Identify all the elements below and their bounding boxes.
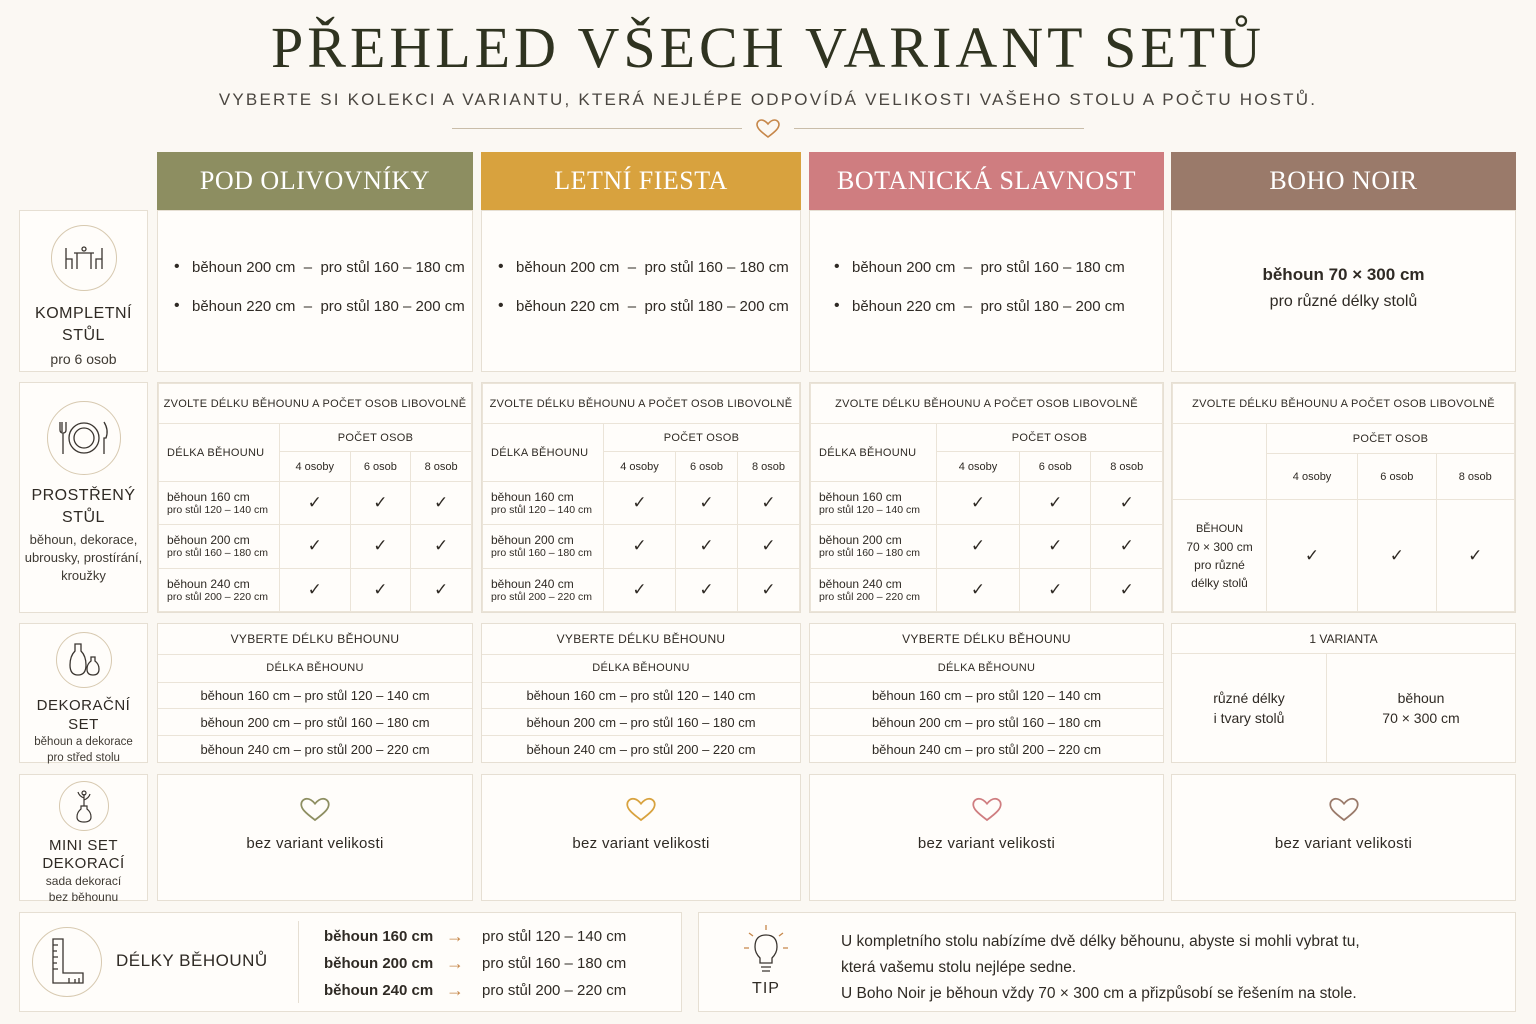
prostreny-grid-fiesta: ZVOLTE DÉLKU BĚHOUNU A POČET OSOB LIBOVOLNĚ DÉLKA BĚHOUNU POČET OSOB 4 osoby 6 osob 8 osob běhoun 160 cm pro stůl 120 – 140 cm ✓ ✓ ✓ běhoun 200 cm pro stůl 160 – 180 cm ✓ ✓ ✓ běhoun 240 cm pro stůl 200 – 220 cm ✓ ✓ ✓ xyxy=(481,382,801,613)
table-row: běhoun 200 cm – pro stůl 160 – 180 cm xyxy=(482,709,800,736)
table-row: běhoun 240 cm – pro stůl 200 – 220 cm xyxy=(871,741,1102,757)
runner-lengths-panel: DÉLKY BĚHOUNŮ běhoun 160 cm → pro stůl 120 – 140 cm běhoun 200 cm → pro stůl 160 – 180 cm běhoun 240 cm → pro stůl 200 – 220 cm xyxy=(19,912,682,1012)
column-header-boho-noir: BOHO NOIR xyxy=(1171,152,1516,210)
mini-cell-olivovniky: bez variant velikosti xyxy=(157,774,473,901)
heart-divider xyxy=(452,118,1084,138)
heart-icon xyxy=(1329,797,1359,823)
list-item: • běhoun 200 cm – pro stůl 160 – 180 cm xyxy=(174,259,472,276)
heart-icon xyxy=(756,119,780,139)
table-row: běhoun 240 cm – pro stůl 200 – 220 cm xyxy=(200,741,430,757)
tip-panel: TIP U kompletního stolu nabízíme dvě délky běhounu, abyste si mohli vybrat tu, která vašemu stolu nejlépe sedne. U Boho Noir je běhoun vždy 70 × 300 cm a přizpůsobí se řešením na stole. xyxy=(698,912,1516,1012)
kompletni-cell-boho: běhoun 70 × 300 cm pro různé délky stolů xyxy=(1171,210,1516,372)
plate-cutlery-icon xyxy=(47,401,121,475)
table-row: běhoun 240 cm pro stůl 200 – 220 cm ✓ ✓ ✓ xyxy=(811,568,1163,611)
table-chairs-icon xyxy=(51,225,117,291)
kompletni-cell-botanicka xyxy=(809,210,1164,372)
table-row: běhoun 160 cm – pro stůl 120 – 140 cm xyxy=(810,682,1163,709)
dekoracni-cell-botanicka: VYBERTE DÉLKU BĚHOUNU DÉLKA BĚHOUNU běhoun 160 cm – pro stůl 120 – 140 cm běhoun 200 cm – pro stůl 160 – 180 cm běhoun 240 cm – pro stůl 200 – 220 cm xyxy=(809,623,1164,763)
table-row: běhoun 200 cm pro stůl 160 – 180 cm ✓ ✓ ✓ xyxy=(811,525,1163,568)
dekoracni-cell-olivovniky: VYBERTE DÉLKU BĚHOUNU DÉLKA BĚHOUNU běhoun 160 cm – pro stůl 120 – 140 cm běhoun 200 cm – pro stůl 160 – 180 cm běhoun 240 cm – pro stůl 200 – 220 cm xyxy=(157,623,473,763)
row-label-kompletni-stul: KOMPLETNÍ STŮL pro 6 osob xyxy=(19,210,148,372)
row-label-prostreny-stul: PROSTŘENÝ STŮL běhoun, dekorace, ubrousky, prostírání, kroužky xyxy=(19,382,148,613)
table-row: běhoun 200 cm pro stůl 160 – 180 cm ✓ ✓ ✓ xyxy=(159,525,472,568)
lightbulb-icon xyxy=(739,923,793,980)
table-row: běhoun 160 cm – pro stůl 120 – 140 cm xyxy=(158,682,472,709)
list-item: • běhoun 200 cm – pro stůl 160 – 180 cm xyxy=(834,259,1163,276)
list-item: běhoun 160 cm → pro stůl 120 – 140 cm xyxy=(324,926,627,946)
table-row: běhoun 240 cm pro stůl 200 – 220 cm ✓ ✓ ✓ xyxy=(483,568,800,611)
kompletni-cell-fiesta xyxy=(481,210,801,372)
vases-icon xyxy=(56,632,112,688)
table-row: běhoun 160 cm pro stůl 120 – 140 cm ✓ ✓ ✓ xyxy=(483,482,800,525)
prostreny-grid-boho: ZVOLTE DÉLKU BĚHOUNU A POČET OSOB LIBOVOLNĚ POČET OSOB 4 osoby 6 osob 8 osob BĚHOUN 70 × 300 cm pro různé délky stolů ✓ ✓ ✓ xyxy=(1171,382,1516,613)
dekoracni-cell-boho: 1 VARIANTA různé délky i tvary stolů běhoun 70 × 300 cm xyxy=(1171,623,1516,763)
row-label-mini-set: MINI SET DEKORACÍ sada dekorací bez běhounu xyxy=(19,774,148,901)
table-row: běhoun 200 cm – pro stůl 160 – 180 cm xyxy=(158,709,472,736)
column-header-pod-olivovniky: POD OLIVOVNÍKY xyxy=(157,152,473,210)
table-row: běhoun 160 cm pro stůl 120 – 140 cm ✓ ✓ ✓ xyxy=(811,482,1163,525)
table-row: BĚHOUN 70 × 300 cm pro různé délky stolů ✓ ✓ ✓ xyxy=(1173,500,1515,612)
dekoracni-cell-fiesta: VYBERTE DÉLKU BĚHOUNU DÉLKA BĚHOUNU běhoun 160 cm – pro stůl 120 – 140 cm běhoun 200 cm – pro stůl 160 – 180 cm běhoun 240 cm – pro stůl 200 – 220 cm xyxy=(481,623,801,763)
list-item: běhoun 200 cm → pro stůl 160 – 180 cm xyxy=(324,953,627,973)
table-row: běhoun 200 cm pro stůl 160 – 180 cm ✓ ✓ ✓ xyxy=(483,525,800,568)
row-label-dekoracni-set: DEKORAČNÍ SET běhoun a dekorace pro střed stolu xyxy=(19,623,148,763)
table-row: běhoun 240 cm pro stůl 200 – 220 cm ✓ ✓ ✓ xyxy=(159,568,472,611)
list-item: • běhoun 220 cm – pro stůl 180 – 200 cm xyxy=(174,298,472,315)
list-item: • běhoun 220 cm – pro stůl 180 – 200 cm xyxy=(834,298,1163,315)
column-header-botanicka-slavnost: BOTANICKÁ SLAVNOST xyxy=(809,152,1164,210)
ruler-icon xyxy=(32,927,102,997)
mini-cell-boho: bez variant velikosti xyxy=(1171,774,1516,901)
heart-icon xyxy=(626,797,656,823)
table-row: běhoun 240 cm – pro stůl 200 – 220 cm xyxy=(526,741,756,757)
list-item: • běhoun 220 cm – pro stůl 180 – 200 cm xyxy=(498,298,800,315)
heart-icon xyxy=(972,797,1002,823)
prostreny-grid-olivovniky: ZVOLTE DÉLKU BĚHOUNU A POČET OSOB LIBOVOLNĚ DÉLKA BĚHOUNU POČET OSOB 4 osoby 6 osob 8 osob běhoun 160 cm pro stůl 120 – 140 cm ✓ ✓ ✓ běhoun 200 cm pro stůl 160 – 180 cm ✓ ✓ ✓ běhoun 240 cm pro stůl 200 – 220 cm ✓ ✓ ✓ xyxy=(157,382,473,613)
table-row: běhoun 160 cm – pro stůl 120 – 140 cm xyxy=(482,682,800,709)
kompletni-cell-olivovniky xyxy=(157,210,473,372)
page-title: PŘEHLED VŠECH VARIANT SETŮ xyxy=(271,15,1265,80)
page-subtitle: VYBERTE SI KOLEKCI A VARIANTU, KTERÁ NEJLÉPE ODPOVÍDÁ VELIKOSTI VAŠEHO STOLU A POČTU HOSTŮ. xyxy=(218,90,1318,109)
list-item: běhoun 240 cm → pro stůl 200 – 220 cm xyxy=(324,980,627,1000)
mini-cell-fiesta: bez variant velikosti xyxy=(481,774,801,901)
list-item: • běhoun 200 cm – pro stůl 160 – 180 cm xyxy=(498,259,800,276)
heart-icon xyxy=(300,797,330,823)
column-header-letni-fiesta: LETNÍ FIESTA xyxy=(481,152,801,210)
vase-flower-icon xyxy=(59,781,109,831)
prostreny-grid-botanicka: ZVOLTE DÉLKU BĚHOUNU A POČET OSOB LIBOVOLNĚ DÉLKA BĚHOUNU POČET OSOB 4 osoby 6 osob 8 osob běhoun 160 cm pro stůl 120 – 140 cm ✓ ✓ ✓ běhoun 200 cm pro stůl 160 – 180 cm ✓ ✓ ✓ běhoun 240 cm pro stůl 200 – 220 cm ✓ ✓ ✓ xyxy=(809,382,1164,613)
mini-cell-botanicka: bez variant velikosti xyxy=(809,774,1164,901)
table-row: běhoun 160 cm pro stůl 120 – 140 cm ✓ ✓ ✓ xyxy=(159,482,472,525)
table-row: běhoun 200 cm – pro stůl 160 – 180 cm xyxy=(810,709,1163,736)
